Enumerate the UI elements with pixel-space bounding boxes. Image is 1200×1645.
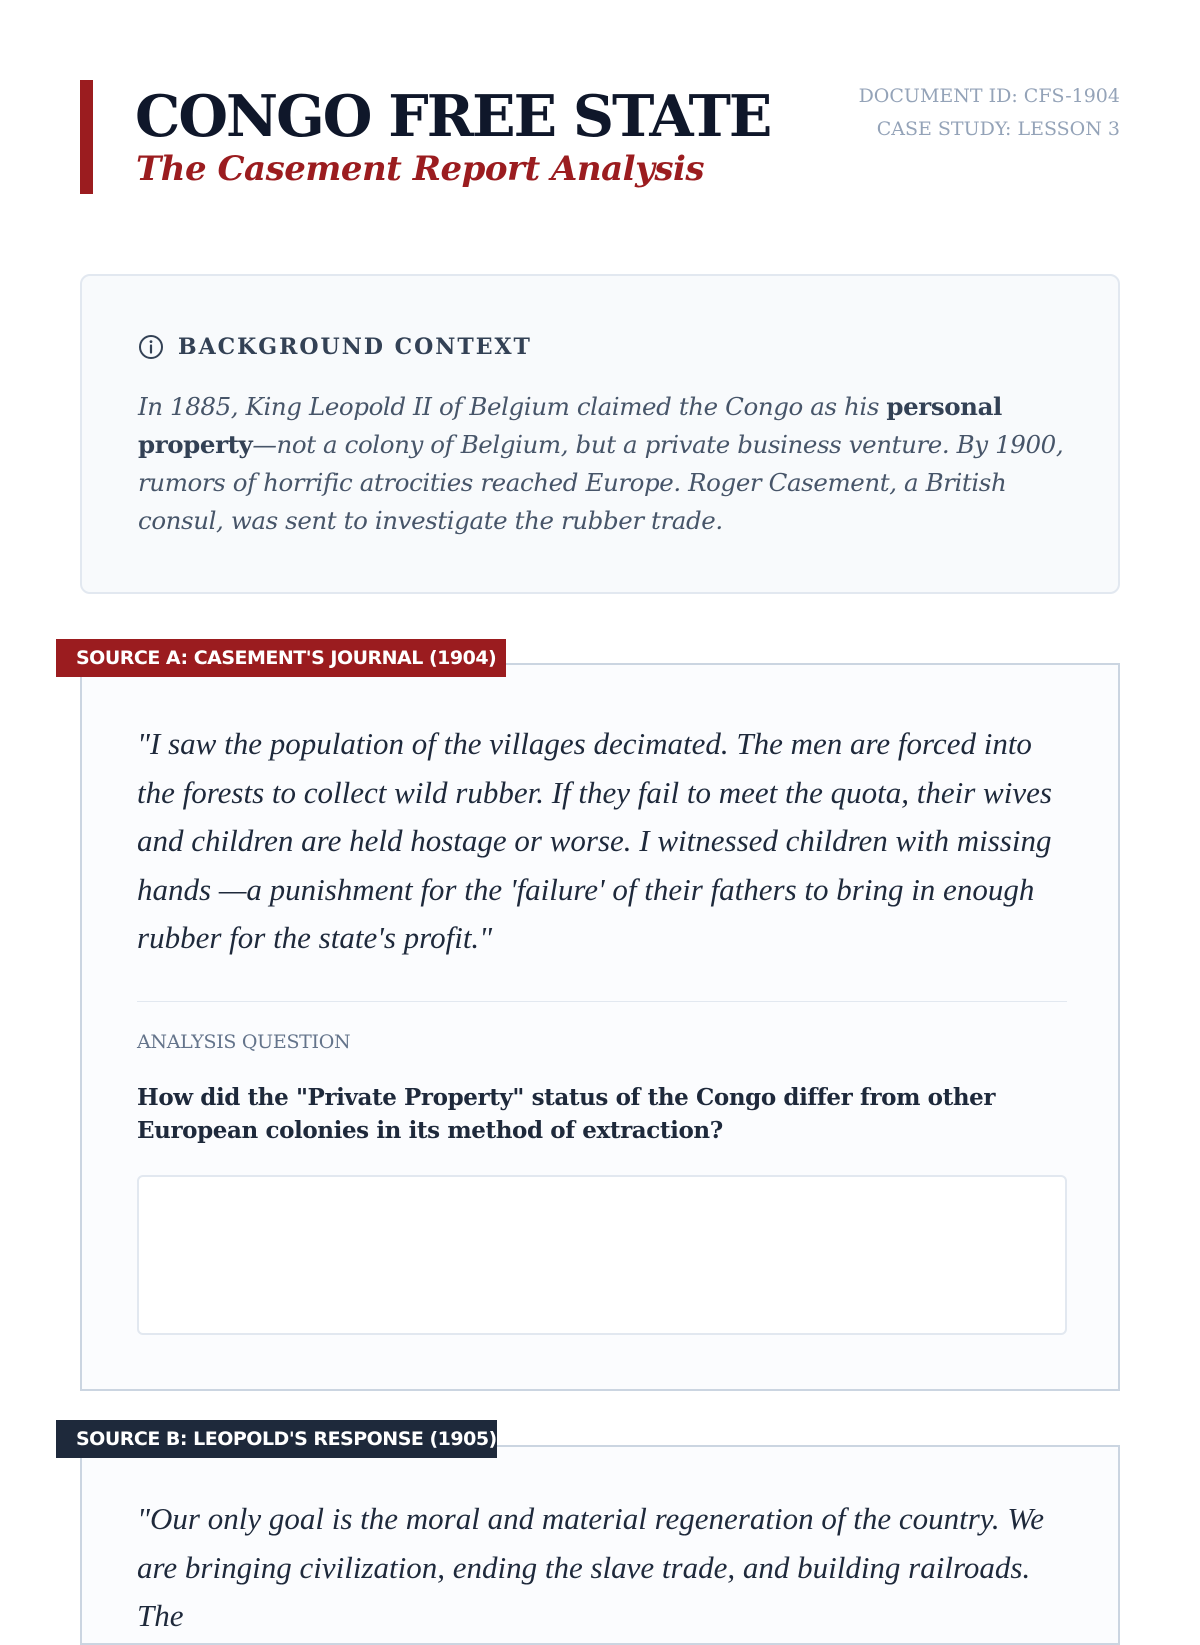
divider	[137, 1001, 1067, 1002]
background-context-card	[80, 274, 1120, 594]
background-text	[138, 388, 1078, 540]
answer-input[interactable]	[137, 1175, 1067, 1335]
source-a-quote: "I saw the population of the villages decimated. The men are forced into the forests to collect wild rubber. If they fail to meet the quota, their wives and children are held hostage or worse. I witnessed children with missing hands —a punishment for the 'failure' of their fathers to bring in enough rubber for the state's profit."	[137, 726, 1052, 955]
source-b-card	[80, 1445, 1120, 1645]
background-heading	[138, 332, 532, 362]
source-b-quote: "Our only goal is the moral and material regeneration of the country. We are bringing civilization, ending the slave trade, and building railroads. The	[137, 1501, 1045, 1633]
page-subtitle: The Casement Report Analysis	[136, 149, 705, 189]
background-text-start: In 1885, King Leopold II of Belgium claimed the Congo as his	[138, 392, 887, 421]
analysis-question-label: ANALYSIS QUESTION	[137, 1031, 351, 1053]
document-id: DOCUMENT ID: CFS-1904	[858, 85, 1120, 107]
case-study-label: CASE STUDY: LESSON 3	[876, 118, 1120, 140]
background-text-emphasis: personal property	[138, 392, 1002, 459]
source-b-tag: SOURCE B: LEOPOLD'S RESPONSE (1905)	[56, 1420, 497, 1458]
info-icon	[138, 334, 164, 360]
background-heading-label: BACKGROUND CONTEXT	[178, 334, 532, 360]
accent-bar	[80, 80, 93, 194]
source-a-card	[80, 663, 1120, 1391]
analysis-question: How did the "Private Property" status of the Congo differ from other European colonies in its method of extraction?	[137, 1084, 996, 1144]
background-text-end: —not a colony of Belgium, but a private business venture. By 1900, rumors of horrific atrocities reached Europe. Roger Casement, a British consul, was sent to investigate the rubber trade.	[138, 430, 1064, 535]
document-meta	[859, 80, 1120, 146]
source-a-tag: SOURCE A: CASEMENT'S JOURNAL (1904)	[56, 639, 506, 677]
document-header	[80, 80, 1120, 194]
page-title: CONGO FREE STATE	[135, 83, 771, 150]
